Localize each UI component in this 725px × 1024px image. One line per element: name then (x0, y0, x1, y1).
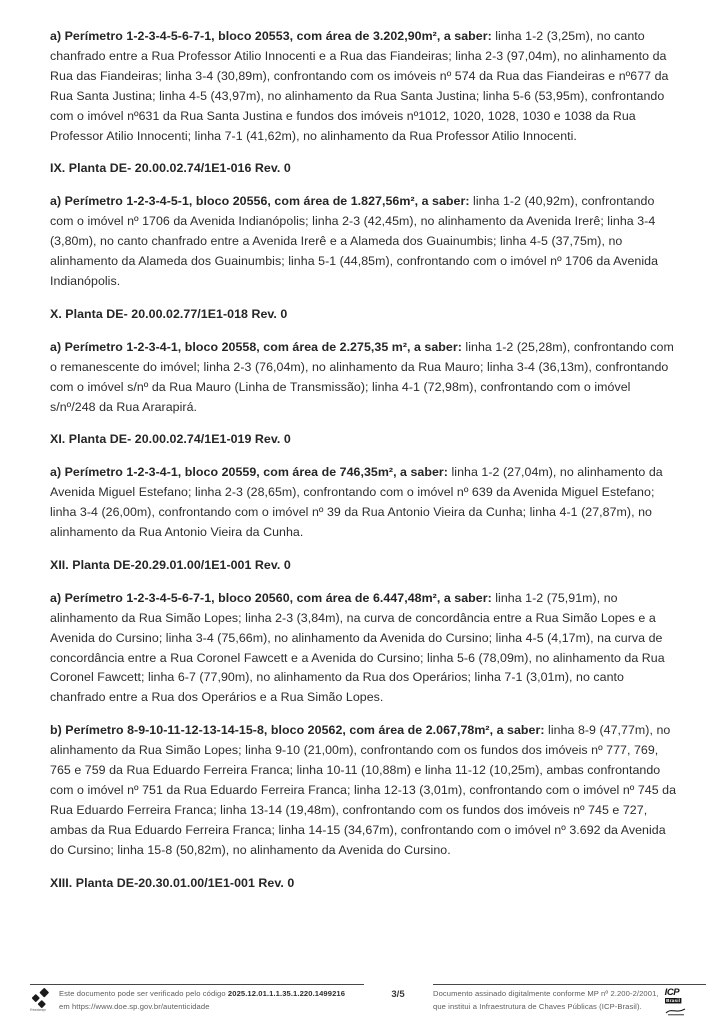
paragraph-body: linha 1-2 (25,28m), confrontando com o remanescente do imóvel; linha 2-3 (76,04m), no alinhamento da Rua Mauro; linha 3-4 (36,13m), confrontando com o imóvel s/nº da Rua Mauro (Linha de Transmissão); linha 4-1 (72,98m), confrontando com o imóvel s/nº/248 da Rua Ararapirá. (50, 339, 674, 414)
paragraph-lead: a) Perímetro 1-2-3-4-1, bloco 20559, com área de 746,35m², a saber: (50, 465, 448, 480)
heading-planta-xiii: XIII. Planta DE-20.30.01.00/1E1-001 Rev. 0 (50, 875, 295, 890)
paragraph-lead: a) Perímetro 1-2-3-4-5-6-7-1, bloco 20553, com área de 3.202,90m², a saber: (50, 29, 492, 43)
document-page-body (50, 0, 679, 907)
paragraph-body: linha 1-2 (40,92m), confrontando com o imóvel nº 1706 da Avenida Indianópolis; linha 2-3 (42,45m), no alinhamento da Avenida Irerê; linha 3-4 (3,80m), no canto chanfrado entre a Avenida Irerê e a Alameda dos Guainumbis; linha 4-5 (37,75m), no alinhamento da Alameda dos Guainumbis; linha 5-1 (44,85m), confrontando com o imóvel nº 1706 da Avenida Indianópolis. (50, 194, 659, 288)
heading-planta-ix: IX. Planta DE- 20.00.02.74/1E1-016 Rev. 0 (50, 161, 291, 176)
signature-line-1: Documento assinado digitalmente conforme MP nº 2.200-2/2001, (433, 989, 659, 998)
verification-text (59, 988, 345, 1013)
perimeter-paragraph-bloco-20558 (50, 338, 679, 418)
prodesp-dot (40, 988, 49, 997)
prodesp-dot (32, 994, 40, 1002)
heading-planta-x: X. Planta DE- 20.00.02.77/1E1-018 Rev. 0 (50, 306, 288, 321)
icp-brasil-logo-icon (665, 988, 692, 1020)
paragraph-lead: a) Perímetro 1-2-3-4-5-1, bloco 20556, com área de 1.827,56m², a saber: (50, 194, 470, 209)
prodesp-wordmark: Prodesp (30, 1008, 46, 1012)
perimeter-paragraph-bloco-20559 (50, 463, 679, 543)
prodesp-logo-icon (30, 989, 55, 1015)
perimeter-paragraph-bloco-20556 (50, 192, 679, 292)
verification-code: 2025.12.01.1.1.35.1.220.1499216 (227, 989, 346, 998)
heading-planta-xii: XII. Planta DE-20.29.01.00/1E1-001 Rev. 0 (50, 557, 291, 572)
prodesp-dot (38, 1000, 46, 1008)
footer-signature-block (433, 984, 706, 1020)
icp-wordmark: ICP (664, 987, 680, 998)
verification-url: em https://www.doe.sp.gov.br/autenticidade (59, 1001, 210, 1011)
paragraph-lead: a) Perímetro 1-2-3-4-1, bloco 20558, com área de 2.275,35 m², a saber: (50, 339, 462, 354)
footer-verification-block (30, 984, 364, 1015)
perimeter-paragraph-bloco-20562 (50, 721, 679, 860)
signature-text (433, 988, 659, 1013)
icp-signature-swoosh-icon (665, 1004, 687, 1020)
perimeter-paragraph-bloco-20560 (50, 589, 679, 708)
verification-prefix: Este documento pode ser verificado pelo código (59, 989, 228, 998)
heading-planta-xi: XI. Planta DE- 20.00.02.74/1E1-019 Rev. 0 (50, 432, 291, 447)
page-number: 3/5 (391, 989, 405, 1000)
signature-line-2: que institui a Infraestrutura de Chaves Públicas (ICP-Brasil). (433, 1001, 642, 1011)
paragraph-body: linha 1-2 (75,91m), no alinhamento da Rua Simão Lopes; linha 2-3 (3,84m), na curva de concordância entre a Rua Simão Lopes e a Avenida do Cursino; linha 3-4 (75,66m), no alinhamento da Avenida do Cursino; linha 4-5 (4,17m), na curva de concordância entre a Rua Coronel Fawcett e a Avenida do Cursino; linha 5-6 (78,09m), no alinhamento da Rua Coronel Fawcett; linha 6-7 (77,90m), no alinhamento da Rua dos Operários; linha 7-1 (3,01m), no canto chanfrado entre a Rua dos Operários e a Rua Simão Lopes. (50, 590, 665, 705)
paragraph-lead: a) Perímetro 1-2-3-4-5-6-7-1, bloco 20560, com área de 6.447,48m², a saber: (50, 590, 492, 605)
icp-brasil-label: Brasil (665, 997, 680, 1003)
verification-line-1 (59, 988, 345, 1001)
paragraph-lead: b) Perímetro 8-9-10-11-12-13-14-15-8, bloco 20562, com área de 2.067,78m², a saber: (50, 723, 545, 738)
perimeter-paragraph-bloco-20553 (50, 27, 679, 146)
paragraph-body: linha 1-2 (3,25m), no canto chanfrado entre a Rua Professor Atilio Innocenti e a Rua das Fiandeiras; linha 2-3 (97,04m), no alinhamento da Rua das Fiandeiras; linha 3-4 (30,89m), confrontando com os imóveis nº 574 da Rua das Fiandeiras e nº677 da Rua Santa Justina; linha 4-5 (43,97m), no alinhamento da Rua Santa Justina; linha 5-6 (53,95m), confrontando com o imóvel nº631 da Rua Santa Justina e fundos dos imóveis nº1012, 1020, 1028, 1030 e 1038 da Rua Professor Atilio Innocenti; linha 7-1 (41,62m), no alinhamento da Rua Professor Atilio Innocenti. (50, 29, 669, 143)
paragraph-body: linha 8-9 (47,77m), no alinhamento da Rua Simão Lopes; linha 9-10 (21,00m), confrontando com os fundos dos imóveis nº 777, 769, 765 e 759 da Rua Eduardo Ferreira Franca; linha 10-11 (10,88m) e linha 11-12 (10,25m), ambas confrontando com o imóvel nº 751 da Rua Eduardo Ferreira Franca; linha 12-13 (3,01m), confrontando com o imóvel nº 745 da Rua Eduardo Ferreira Franca; linha 13-14 (19,48m), confrontando com os fundos dos imóveis nº 745 e 727, ambas da Rua Eduardo Ferreira Franca; linha 14-15 (34,67m), confrontando com o imóvel nº 3.692 da Avenida do Cursino; linha 15-8 (50,82m), no alinhamento da Avenida do Cursino. (50, 723, 677, 857)
paragraph-body: linha 1-2 (27,04m), no alinhamento da Avenida Miguel Estefano; linha 2-3 (28,65m), confrontando com o imóvel nº 639 da Avenida Miguel Estefano; linha 3-4 (26,00m), confrontando com o imóvel nº 39 da Rua Antonio Vieira da Cunha; linha 4-1 (27,87m), no alinhamento da Rua Antonio Vieira da Cunha. (50, 465, 663, 540)
